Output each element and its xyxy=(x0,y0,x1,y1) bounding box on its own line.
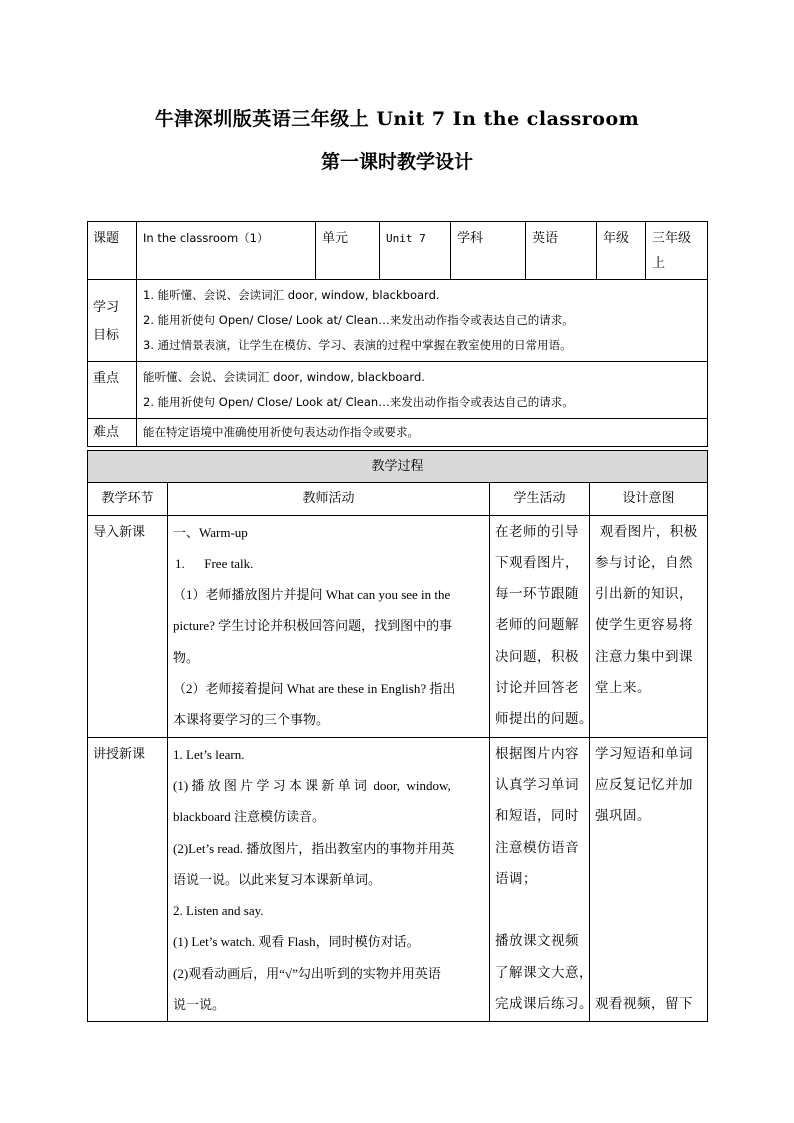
topic-label-cell xyxy=(88,222,137,280)
key-label: 重点 xyxy=(93,371,120,386)
intent-line: 引出新的知识， xyxy=(595,586,693,603)
intent-line: 注意力集中到课 xyxy=(595,648,693,665)
key-points-cell xyxy=(137,362,708,419)
intent-line: 观看图片，积极 xyxy=(595,523,698,540)
intent-line: 学习短语和单词 xyxy=(595,745,693,762)
teacher-activity-cell xyxy=(168,737,490,1022)
intent-line xyxy=(595,958,702,989)
student-activity-cell xyxy=(490,515,593,737)
column-header-teacher: 教师活动 xyxy=(168,483,490,515)
difficulty-cell xyxy=(137,419,708,447)
teacher-line: 语说一说。以此来复习本课新单词。 xyxy=(173,871,382,887)
teaching-process-table xyxy=(87,450,708,1022)
process-header: 教学过程 xyxy=(371,459,424,474)
design-intent-cell xyxy=(590,515,708,737)
unit-label: 单元 xyxy=(322,231,349,246)
goal-item: 2. 能用祈使句 Open/ Close/ Look at/ Clean…来发出动作指令或表达自己的请求。 xyxy=(143,313,574,327)
teacher-line: （1）老师播放图片并提问 What can you see in the xyxy=(173,587,451,603)
teacher-line: 本课将要学习的三个事物。 xyxy=(173,712,330,728)
teacher-activity-cell xyxy=(168,515,490,737)
difficulty-label-cell xyxy=(88,419,137,447)
topic-value: In the classroom（1） xyxy=(143,231,269,245)
goals-cell xyxy=(137,280,708,362)
student-line: 老师的问题解 xyxy=(495,617,579,634)
subject-value: 英语 xyxy=(532,231,559,246)
grade-label: 年级 xyxy=(603,231,630,246)
key-label-cell xyxy=(88,362,137,419)
stage-cell xyxy=(88,737,168,1022)
student-line: 注意模仿语音 xyxy=(495,839,579,856)
unit-label-cell xyxy=(316,222,380,280)
student-line: 和短语，同时 xyxy=(495,808,579,825)
teacher-line: picture? 学生讨论并积极回答问题，找到图中的事 xyxy=(173,618,453,634)
table-row xyxy=(88,515,708,737)
teacher-line: 1. Let’s learn. xyxy=(173,746,245,762)
student-line: 播放课文视频 xyxy=(495,933,579,950)
intent-line: 使学生更容易将 xyxy=(595,617,693,634)
intent-line xyxy=(595,833,702,864)
goal-item: 3. 通过情景表演，让学生在模仿、学习、表演的过程中掌握在教室使用的日常用语。 xyxy=(143,338,572,352)
student-line: 师提出的问题。 xyxy=(495,711,593,728)
teacher-line: 说一说。 xyxy=(173,997,226,1013)
topic-value-cell xyxy=(137,222,316,280)
teacher-line: (1) Let’s watch. 观看 Flash，同时模仿对话。 xyxy=(173,934,420,950)
stage-label: 导入新课 xyxy=(93,524,146,540)
unit-value: Unit 7 xyxy=(386,232,426,245)
subject-label-cell xyxy=(451,222,526,280)
process-header-cell xyxy=(88,451,708,483)
stage-label: 讲授新课 xyxy=(93,746,146,762)
intent-line: 参与讨论，自然 xyxy=(595,554,693,571)
topic-label: 课题 xyxy=(93,231,120,246)
intent-line: 强巩固。 xyxy=(595,808,651,825)
design-intent-cell xyxy=(590,737,708,1022)
student-line: 根据图片内容 xyxy=(495,745,579,762)
intent-line: 观看视频，留下 xyxy=(595,996,693,1013)
unit-value-cell xyxy=(380,222,451,280)
student-line: 了解课文大意， xyxy=(495,964,593,981)
student-line: 决问题，积极 xyxy=(495,648,579,665)
teacher-line: （2）老师接着提问 What are these in English? 指出 xyxy=(173,681,456,697)
student-line: 语调； xyxy=(495,870,537,887)
teacher-line: 物。 xyxy=(173,649,200,665)
column-header-intent: 设计意图 xyxy=(590,483,708,515)
teacher-line: 2. Listen and say. xyxy=(173,903,264,919)
teacher-line: 一、Warm-up xyxy=(173,524,248,540)
teacher-line: 1. Free talk. xyxy=(175,555,254,571)
difficulty-value: 能在特定语境中准确使用祈使句表达动作指令或要求。 xyxy=(143,425,419,439)
teacher-line: (2)Let’s read. 播放图片，指出教室内的事物并用英 xyxy=(173,840,455,856)
intent-line xyxy=(595,895,702,926)
student-line: 在老师的引导 xyxy=(495,523,579,540)
lesson-info-table xyxy=(87,221,708,447)
grade-value-cell xyxy=(646,222,708,280)
grade-value: 三年级上 xyxy=(652,231,692,271)
goal-item: 1. 能听懂、会说、会读词汇 door, window, blackboard. xyxy=(143,288,440,302)
intent-line: 堂上来。 xyxy=(595,680,651,697)
grade-label-cell xyxy=(597,222,646,280)
teacher-line: blackboard 注意模仿读音。 xyxy=(173,809,326,825)
teacher-line: (2)观看动画后，用“√”勾出听到的实物并用英语 xyxy=(173,965,441,981)
student-line: 下观看图片， xyxy=(495,554,579,571)
column-header-student: 学生活动 xyxy=(490,483,590,515)
stage-cell xyxy=(88,515,168,737)
goals-label: 学习目标 xyxy=(93,299,120,343)
student-line: 每一环节跟随 xyxy=(495,586,579,603)
subject-value-cell xyxy=(526,222,597,280)
key-point-item: 2. 能用祈使句 Open/ Close/ Look at/ Clean…来发出动作指令或表达自己的请求。 xyxy=(143,395,574,409)
document-title: 牛津深圳版英语三年级上 Unit 7 In the classroom xyxy=(154,108,640,130)
intent-line xyxy=(595,864,702,895)
intent-line: 应反复记忆并加 xyxy=(595,776,693,793)
difficulty-label: 难点 xyxy=(93,425,120,440)
teacher-line: (1) 播 放 图 片 学 习 本 课 新 单 词 door, window, xyxy=(173,777,451,793)
key-point-item: 能听懂、会说、会读词汇 door, window, blackboard. xyxy=(143,370,425,384)
document-subtitle: 第一课时教学设计 xyxy=(320,151,473,173)
student-activity-cell xyxy=(490,737,593,1022)
student-line: 认真学习单词 xyxy=(495,776,579,793)
intent-line xyxy=(595,926,702,957)
subject-label: 学科 xyxy=(457,231,484,246)
column-header-stage: 教学环节 xyxy=(88,483,168,515)
student-line: 讨论并回答老 xyxy=(495,680,579,697)
student-line xyxy=(495,895,584,926)
goals-label-cell xyxy=(88,280,137,362)
table-row xyxy=(88,737,708,1022)
student-line: 完成课后练习。 xyxy=(495,996,593,1013)
